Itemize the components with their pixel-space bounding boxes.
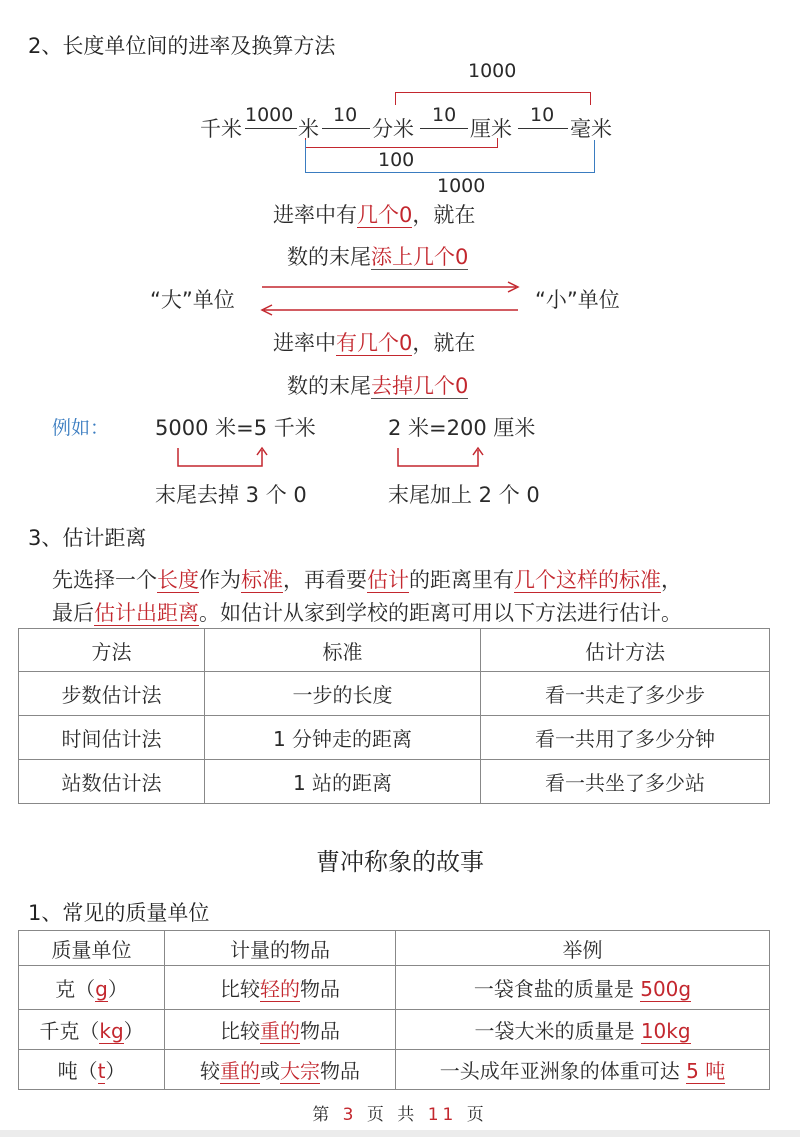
example-label: 例如： (52, 417, 110, 439)
rule-2b: 数的末尾去掉几个0 (287, 374, 469, 398)
note-2: 末尾加上 2 个 0 (388, 483, 540, 507)
rate-dm-cm: 10 (432, 104, 457, 126)
rule-1: 进率中有几个0，就在 (273, 203, 476, 227)
table-row: 千克（kg） 比较重的物品 一袋大米的质量是 10kg (19, 1010, 770, 1050)
page-footer: 第 3 页 共 11 页 (312, 1105, 488, 1125)
example-1: 5000 米=5 千米 (155, 416, 316, 440)
rate-km-m: 1000 (245, 104, 294, 126)
bracket-m-mm-label: 1000 (437, 175, 486, 197)
mass-section-title: 1、常见的质量单位 (28, 901, 210, 925)
conversion-arrows (258, 278, 524, 318)
unit-cm: 厘米 (470, 117, 512, 141)
rate-cm-mm: 10 (530, 104, 555, 126)
section-2-title: 2、长度单位间的进率及换算方法 (28, 34, 336, 58)
estimation-table (18, 628, 770, 804)
big-unit-label: “大”单位 (150, 288, 235, 312)
unit-km: 千米 (200, 117, 242, 141)
total-pages: 11 (427, 1105, 458, 1125)
page-bottom-edge (0, 1130, 800, 1137)
story-title: 曹冲称象的故事 (316, 848, 484, 876)
rule-1b: 数的末尾添上几个0 (287, 245, 469, 269)
current-page: 3 (342, 1105, 358, 1125)
unit-mm: 毫米 (570, 117, 612, 141)
bracket-m-cm-label: 100 (378, 149, 415, 171)
mass-units-table (18, 930, 770, 1090)
unit-dm: 分米 (372, 117, 414, 141)
section-3-paragraph: 先选择一个长度作为标准，再看要估计的距离里有几个这样的标准， 最后估计出距离。如估计从家到学校的距离可用以下方法进行估计。 (52, 568, 682, 625)
rate-m-dm: 10 (333, 104, 358, 126)
table-row: 站数估计法 1 站的距离 看一共坐了多少站 (19, 760, 770, 804)
table-row: 时间估计法 1 分钟走的距离 看一共用了多少分钟 (19, 716, 770, 760)
example-arrows (170, 442, 500, 472)
header-cell: 计量的物品 (165, 931, 396, 966)
bracket-dm-mm-label: 1000 (468, 60, 517, 82)
unit-m: 米 (298, 117, 319, 141)
section-3-title: 3、估计距离 (28, 526, 147, 550)
header-cell: 估计方法 (481, 629, 770, 672)
header-cell: 标准 (205, 629, 481, 672)
header-cell: 质量单位 (19, 931, 165, 966)
small-unit-label: “小”单位 (535, 288, 620, 312)
table-row: 吨（t） 较重的或大宗物品 一头成年亚洲象的体重可达 5 吨 (19, 1050, 770, 1090)
rule-2: 进率中有几个0，就在 (273, 331, 476, 355)
table-row: 步数估计法 一步的长度 看一共走了多少步 (19, 672, 770, 716)
note-1: 末尾去掉 3 个 0 (155, 483, 307, 507)
header-cell: 举例 (396, 931, 770, 966)
header-cell: 方法 (19, 629, 205, 672)
example-2: 2 米=200 厘米 (388, 416, 536, 440)
table-row: 克（g） 比较轻的物品 一袋食盐的质量是 500g (19, 966, 770, 1010)
